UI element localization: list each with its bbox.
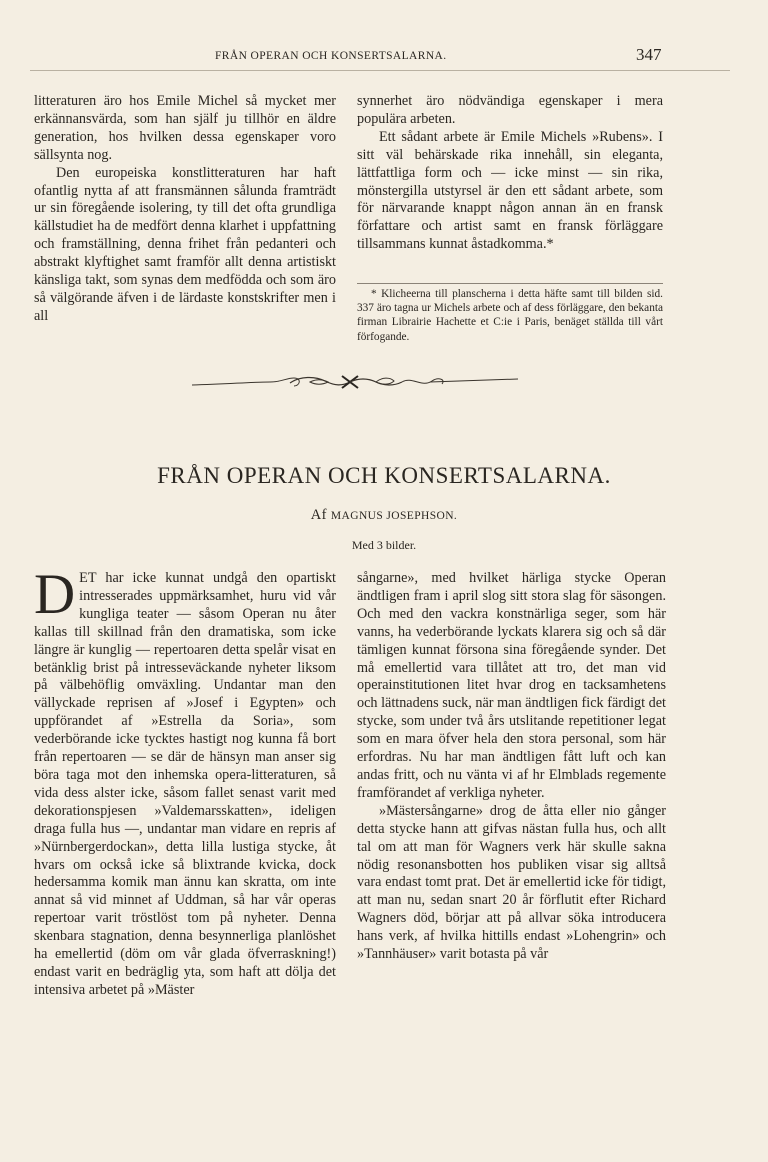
header-rule [30, 70, 730, 71]
paragraph: sångarne», med hvilket härliga stycke Operan ändtligen fram i april slog sitt stora slag för säsongen. Och med den vackra konstnärliga seger, som här vanns, ha vederbörande lyckats klarera sig och så där tämligen kunnat försona sina föregående synder. Det må emellertid vara tillåtet att tro, det man vid operainstitutionen litet hvar drog en tacksamhetens och lättnadens suck, när man ändtligen fick färdigt det stycke, som under två års utslitande repetitioner legat som en mara öfver hela den stora personal, som här erfordras. Nu har man ändtligen fått luft och kan andas fritt, och nu vänta vi af hr Elmblads regemente framförandet af verkliga nyheter. [357, 570, 666, 801]
paragraph: synnerhet äro nödvändiga egenskaper i mera populära arbeten. [357, 93, 663, 127]
images-note: Med 3 bilder. [351, 538, 417, 552]
body-right-column [357, 570, 666, 964]
paragraph: Ett sådant arbete är Emile Michels »Rubens». I sitt väl behärskade rika innehåll, sin eleganta, lättfattliga form och — icke minst — sin rika, mönstergilla utstyrsel är den ett sådant arbete, som för närvarande knappt någon annan än en fransk författare och artist samt en fransk förläggare tillsammans kunnat åstadkomma.* [357, 128, 663, 253]
running-head: FRÅN OPERAN OCH KONSERTSALARNA. [215, 50, 447, 62]
paragraph: litteraturen äro hos Emile Michel så mycket mer erkännansvärda, som han själf ju tillhör en äldre generation, hos hvilken dessa egenskaper voro sällsynta nog. [34, 93, 336, 163]
footnote-text: * Klicheerna till planscherna i detta häfte samt till bilden sid. 337 äro tagna ur Michels arbete och af dess förläggare, den bekanta firman Librairie Hachette et C:ie i Paris, benäget ställda till vårt förfogande. [357, 288, 663, 343]
paragraph: Den europeiska konstlitteraturen har haft ofantlig nytta af att fransmännen sålunda framträdt ur sin föregående isolering, ty till det ofta grundliga källstudiet ha de medfört denna klarhet i uppfattning och framställning, denna frihet från pedanteri och abstrakt klyftighet samt framför allt denna artistiskt känsliga takt, som synas dem medfödda och som äro så välgörande äfven i de lärdaste konstskrifter men i all [34, 164, 336, 324]
paragraph-text: ET har icke kunnat undgå den opartiskt intresserades uppmärksamhet, huru vid vår kungliga teater — såsom Operan nu åter kallas till skillnad från den dramatiska, som icke längre är kunglig — repertoaren detta spelår visat en betänklig brist på intresseväckande nyheter liksom på välbehöflig omväxling. Undantar man den vällyckade reprisen af »Josef i Egypten» och uppförandet af »Estrella da Soria», som vederbörande icke tycktes hastigt nog kunna få bort från repertoaren — se där de hänsyn man anser sig böra taga mot den inhemska opera-litteraturen, så vida dess alster icke, såsom fallet senast varit med dekorationspjesen »Valdemarsskatten», ideligen draga fulla hus —, undantar man vidare en repris af »Nürnbergerdockan», detta lilla lustiga stycke, åt hvars om också icke så blixtrande kvicka, dock hedersamma komik man ännu kan skratta, om inte annat så vid minnet af Uddman, så har vår operas repertoar varit tröstlöst tom på nyheter. Denna skenbara stagnation, denna besynnerliga planlöshet ha emellertid (döm om vår glada öfverraskning!) endast varit en bedräglig yta, som haft att dölja det intensiva arbetet på »Mäster [34, 570, 336, 998]
article-title: FRÅN OPERAN OCH KONSERTSALARNA. [157, 463, 611, 488]
paragraph: »Mästersångarne» drog de åtta eller nio gånger detta stycke hann att gifvas nästan fulla hus, och allt tal om att man för Wagners verk här skulle sakna nödig resonansbotten hos publiken visar sig alltså vara endast tomt prat. Det är emellertid icke för tidigt, att man nu, sedan snart 20 år förflutit efter Richard Wagners död, börjar att på allvar söka introducera hans verk, af hvilka hittills endast »Lohengrin» och »Tannhäuser» varit botasta på vår [357, 802, 666, 963]
body-left-column [34, 563, 336, 1000]
author-name: MAGNUS JOSEPHSON. [330, 510, 458, 522]
opening-paragraph [34, 563, 336, 1000]
drop-cap: D [34, 563, 76, 626]
byline-prefix: Af [310, 507, 327, 523]
top-right-column [357, 93, 663, 254]
ornament-divider-icon [190, 370, 520, 396]
footnote [357, 283, 663, 344]
byline [0, 507, 768, 524]
top-left-column [34, 93, 336, 326]
page-number: 347 [636, 45, 662, 64]
